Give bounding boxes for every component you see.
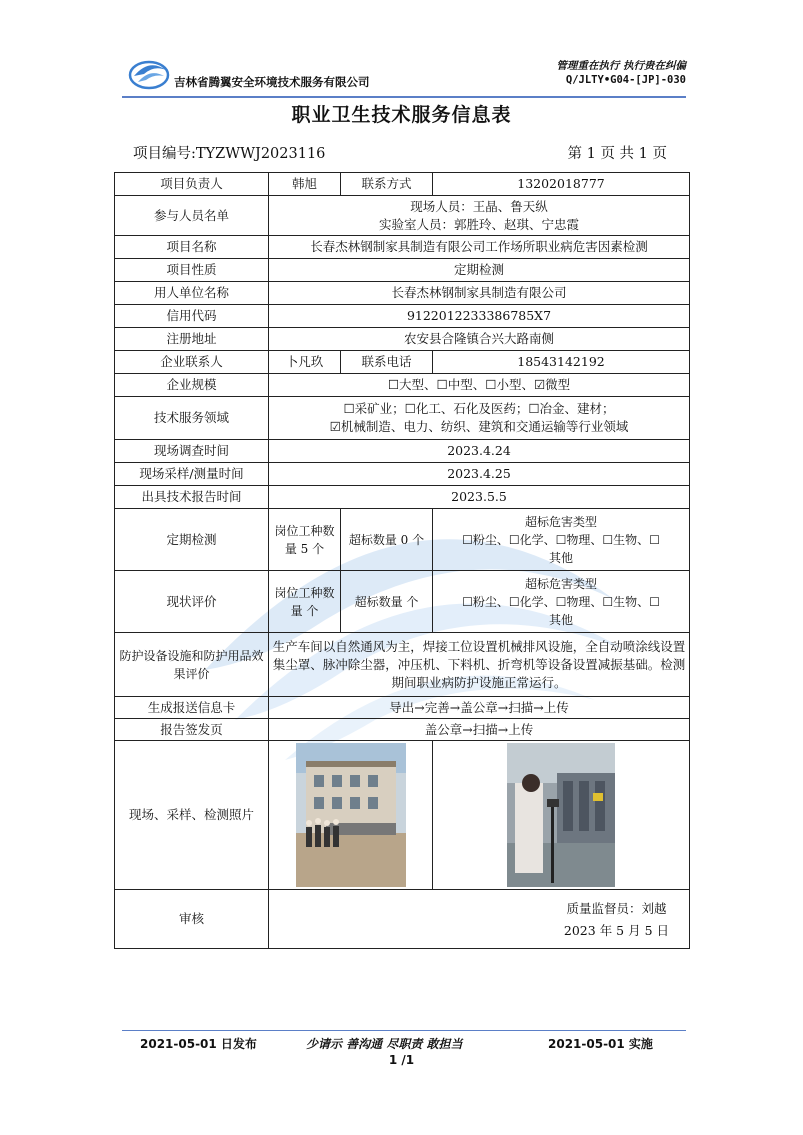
- service-info-table: [114, 172, 690, 949]
- company-phone: 18543142192: [433, 351, 690, 374]
- table-row: [115, 890, 690, 949]
- page-info: 第 1 页 共 1 页: [567, 146, 667, 162]
- row-label: 企业规模: [115, 374, 269, 397]
- site-photo-sampling[interactable]: [507, 743, 615, 887]
- quality-supervisor: 质量监督员：刘越: [566, 901, 667, 916]
- table-row: [115, 259, 690, 282]
- survey-date: 2023.4.24: [269, 440, 690, 463]
- publish-date: 2021-05-01 日发布: [140, 1037, 257, 1051]
- table-row: [115, 463, 690, 486]
- review-date: 2023 年 5 月 5 日: [563, 923, 669, 938]
- hazard-types: [433, 509, 690, 571]
- service-domain-line2: ☑机械制造、电力、纺织、建筑和交通运输等行业领域: [329, 419, 629, 434]
- site-photo-building[interactable]: [296, 743, 406, 887]
- table-row: [115, 719, 690, 741]
- sampling-date: 2023.4.25: [269, 463, 690, 486]
- service-domain: [269, 397, 690, 440]
- table-row: [115, 571, 690, 633]
- contact-label: 联系方式: [341, 173, 433, 196]
- table-row: [115, 509, 690, 571]
- row-label: 参与人员名单: [115, 196, 269, 236]
- row-label: 注册地址: [115, 328, 269, 351]
- credit-code: 9122012233386785X7: [269, 305, 690, 328]
- project-leader: 韩旭: [269, 173, 341, 196]
- table-row: [115, 633, 690, 697]
- project-number: 项目编号:TYZWWJ2023116: [133, 146, 326, 162]
- employer-name: 长春杰林钢制家具制造有限公司: [269, 282, 690, 305]
- review-block: [564, 898, 669, 942]
- page-title: 职业卫生技术服务信息表: [291, 104, 512, 126]
- company-contact: 卜凡玖: [269, 351, 341, 374]
- table-row: [115, 440, 690, 463]
- row-label: 用人单位名称: [115, 282, 269, 305]
- report-date: 2023.5.5: [269, 486, 690, 509]
- page-header: [122, 52, 686, 98]
- row-label: 现场、采样、检测照片: [115, 741, 269, 890]
- row-label: 企业联系人: [115, 351, 269, 374]
- hazard-options: ☐粉尘、☐化学、☐物理、☐生物、☐: [462, 594, 660, 609]
- table-row: [115, 397, 690, 440]
- header-slogan: 管理重在执行 执行贵在纠偏: [556, 60, 686, 72]
- project-nature: 定期检测: [269, 259, 690, 282]
- contact-label: 联系电话: [341, 351, 433, 374]
- company-logo-icon: [128, 56, 170, 90]
- post-count: 岗位工种数量 5 个: [269, 509, 341, 571]
- row-label: 现场采样/测量时间: [115, 463, 269, 486]
- leader-phone: 13202018777: [433, 173, 690, 196]
- header-divider: [122, 96, 686, 98]
- participants-field: 现场人员：王晶、鲁天纵: [410, 198, 548, 214]
- row-label: 出具技术报告时间: [115, 486, 269, 509]
- footer-divider: [122, 1030, 686, 1031]
- row-label: 项目负责人: [115, 173, 269, 196]
- hazard-title: 超标危害类型: [524, 576, 597, 591]
- protection-evaluation: 生产车间以自然通风为主，焊接工位设置机械排风设施，全自动喷涂线设置集尘罩、脉冲除尘器，冲压机、下料机、折弯机等设备设置减振基础。检测期间职业病防护设施正常运行。: [269, 633, 690, 697]
- hazard-other: 其他: [548, 612, 573, 627]
- info-card-steps: 导出→完善→盖公章→扫描→上传: [269, 697, 690, 719]
- hazard-title: 超标危害类型: [524, 514, 597, 529]
- row-label: 技术服务领域: [115, 397, 269, 440]
- document-code: Q/JLTY•G04-[JP]-030: [565, 74, 686, 86]
- over-count: 超标数量 0 个: [341, 509, 433, 571]
- row-label: 报告签发页: [115, 719, 269, 741]
- row-label: 项目名称: [115, 236, 269, 259]
- row-label: 现场调查时间: [115, 440, 269, 463]
- table-row: [115, 697, 690, 719]
- table-row: [115, 305, 690, 328]
- enterprise-scale: ☐大型、☐中型、☐小型、☑微型: [269, 374, 690, 397]
- photo-cell-2: [433, 741, 690, 890]
- post-count: 岗位工种数量 个: [269, 571, 341, 633]
- effective-date: 2021-05-01 实施: [548, 1037, 653, 1051]
- hazard-other: 其他: [548, 550, 573, 565]
- hazard-types: [433, 571, 690, 633]
- participants-lab: 实验室人员：郭胜玲、赵琪、宁忠霞: [378, 216, 579, 232]
- row-label: 项目性质: [115, 259, 269, 282]
- review-cell: [269, 890, 690, 949]
- over-count: 超标数量 个: [341, 571, 433, 633]
- table-row: [115, 196, 690, 236]
- service-domain-line1: ☐采矿业；☐化工、石化及医药；☐冶金、建材；: [343, 401, 615, 416]
- row-label: 定期检测: [115, 509, 269, 571]
- signature-page-steps: 盖公章→扫描→上传: [269, 719, 690, 741]
- row-label: 审核: [115, 890, 269, 949]
- table-row: [115, 351, 690, 374]
- table-row: [115, 486, 690, 509]
- company-name: 吉林省腾翼安全环境技术服务有限公司: [174, 75, 370, 89]
- table-row: [115, 236, 690, 259]
- table-row: [115, 282, 690, 305]
- hazard-options: ☐粉尘、☐化学、☐物理、☐生物、☐: [462, 532, 660, 547]
- project-name: 长春杰林钢制家具制造有限公司工作场所职业病危害因素检测: [269, 236, 690, 259]
- footer-motto: 少请示 善沟通 尽职责 敢担当: [306, 1037, 463, 1051]
- row-label: 信用代码: [115, 305, 269, 328]
- row-label: 现状评价: [115, 571, 269, 633]
- row-label: 生成报送信息卡: [115, 697, 269, 719]
- row-label: 防护设备设施和防护用品效果评价: [115, 633, 269, 697]
- photo-cell-1: [269, 741, 433, 890]
- table-row: [115, 328, 690, 351]
- table-row: [115, 173, 690, 196]
- participants: [269, 196, 690, 236]
- table-row: [115, 741, 690, 890]
- footer-page-number: 1 /1: [388, 1053, 415, 1067]
- table-row: [115, 374, 690, 397]
- registered-address: 农安县合隆镇合兴大路南侧: [269, 328, 690, 351]
